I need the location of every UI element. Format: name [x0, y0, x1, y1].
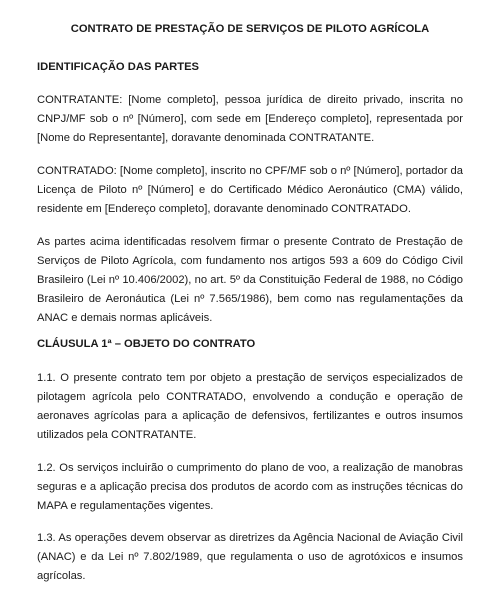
paragraph-clause-1-2: 1.2. Os serviços incluirão o cumprimento do plano de voo, a realização de manobras seguras e a aplicação precisa dos produtos de acordo com as instruções técnicas do MAPA e regulamentações vigentes.: [37, 462, 463, 512]
paragraph-clause-1-1: 1.1. O presente contrato tem por objeto a prestação de serviços especializados de pilotagem agrícola pelo CONTRATADO, envolvendo a condução e operação de aeronaves agrícolas para a aplicação de defensivos, fertilizantes e outros insumos utilizados pela CONTRATANTE.: [37, 372, 463, 441]
section-heading-identificacao: IDENTIFICAÇÃO DAS PARTES: [37, 61, 200, 73]
document-title: CONTRATO DE PRESTAÇÃO DE SERVIÇOS DE PILOTO AGRÍCOLA: [70, 23, 430, 35]
paragraph-clause-1-3: 1.3. As operações devem observar as diretrizes da Agência Nacional de Aviação Civil (ANAC) e da Lei nº 7.802/1989, que regulamenta o uso de agrotóxicos e insumos agrícolas.: [37, 532, 463, 582]
paragraph-contratante: CONTRATANTE: [Nome completo], pessoa jurídica de direito privado, inscrita no CNPJ/MF sob o nº [Número], com sede em [Endereço completo], representada por [Nome do Representante], doravante denominada CONTRATANTE.: [37, 94, 463, 144]
section-heading-clausula-1: CLÁUSULA 1ª – OBJETO DO CONTRATO: [37, 338, 256, 350]
paragraph-fundamento-legal: As partes acima identificadas resolvem firmar o presente Contrato de Prestação de Serviços de Piloto Agrícola, com fundamento nos artigos 593 a 609 do Código Civil Brasileiro (Lei nº 10.406/2002), no art. 5º da Constituição Federal de 1988, no Código Brasileiro de Aeronáutica (Lei nº 7.565/1986), bem como nas regulamentações da ANAC e demais normas aplicáveis.: [37, 236, 463, 324]
paragraph-contratado: CONTRATADO: [Nome completo], inscrito no CPF/MF sob o nº [Número], portador da Licença de Piloto nº [Número] e do Certificado Médico Aeronáutico (CMA) válido, residente em [Endereço completo], doravante denominado CONTRATADO.: [37, 165, 463, 215]
